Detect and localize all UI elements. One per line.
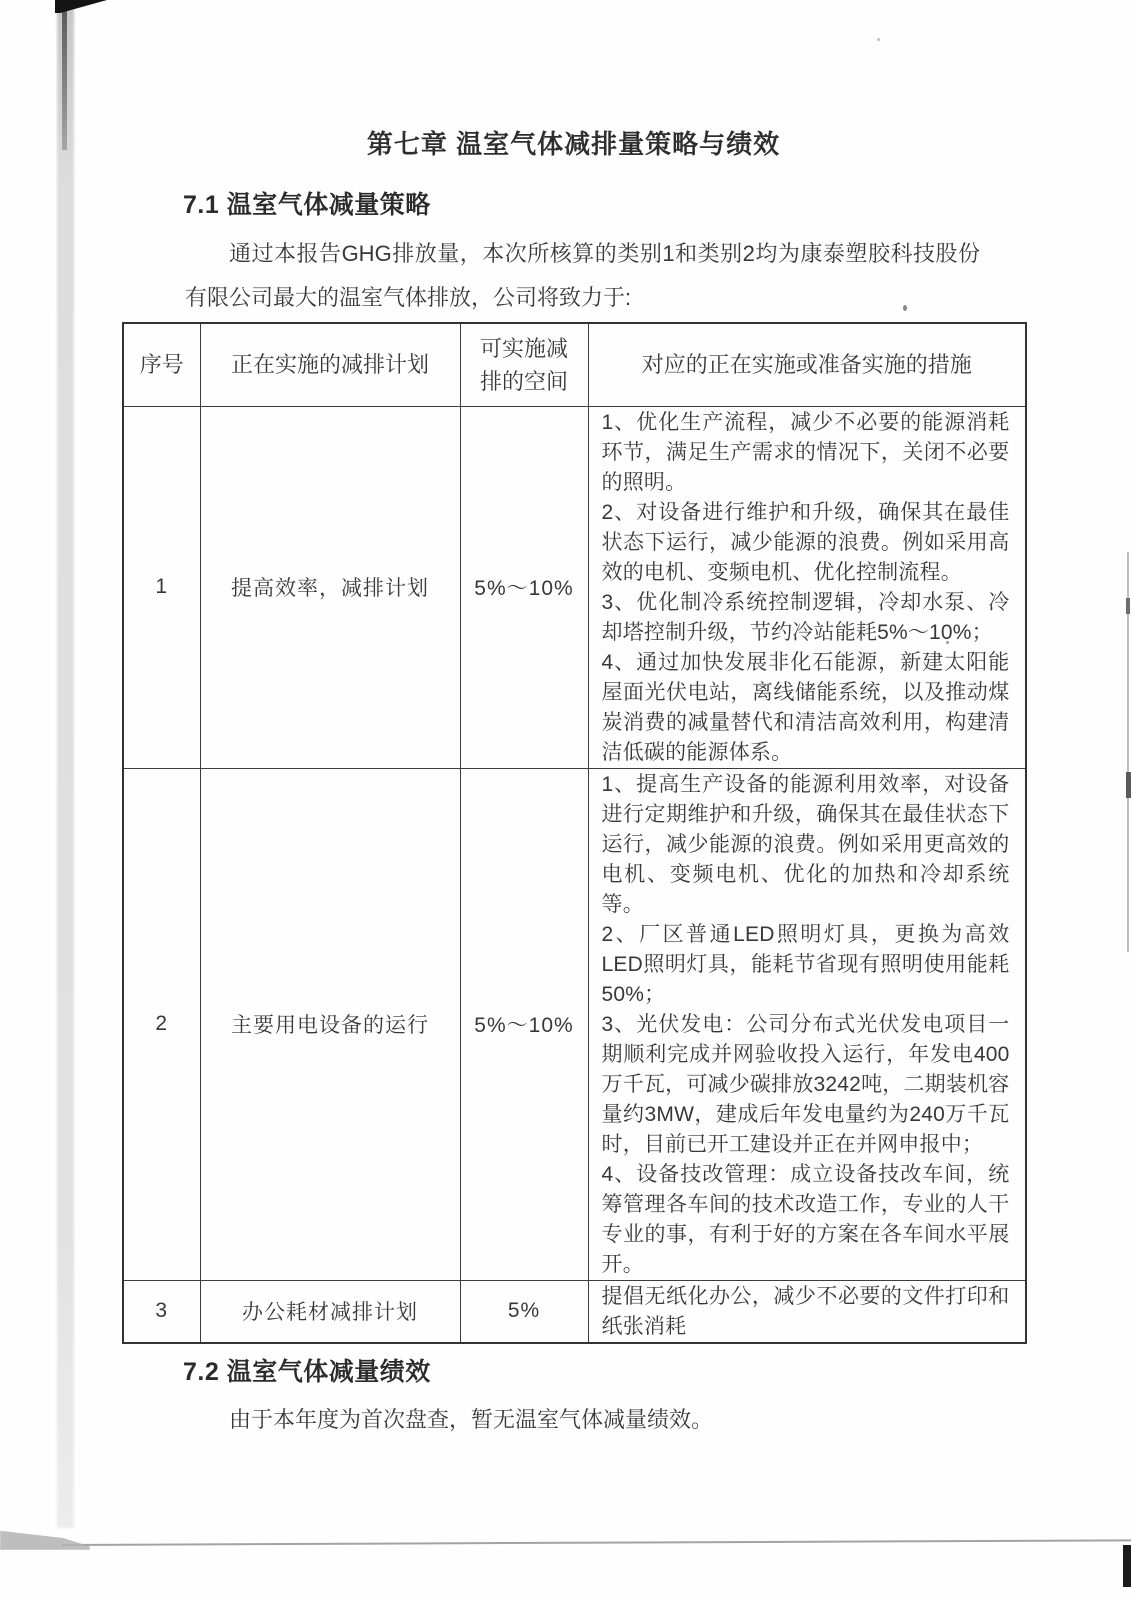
section-7-1-intro-paragraph: 通过本报告GHG排放量，本次所核算的类别1和类别2均为康泰塑胶科技股份有限公司最大的温室气体排放，公司将致力于: bbox=[185, 241, 980, 310]
cell-row1-space: 5%～10% bbox=[460, 406, 588, 768]
scan-artifact-left-edge-dark-line bbox=[62, 0, 67, 150]
cell-row1-plan: 提高效率，减排计划 bbox=[200, 406, 460, 768]
measure-item: 4、设备技改管理：成立设备技改车间，统筹管理各车间的技术改造工作，专业的人干专业的事，有利于好的方案在各车间水平展开。 bbox=[601, 1162, 1010, 1276]
scan-artifact-top-left-wedge bbox=[55, 0, 107, 13]
section-7-2-heading: 7.2 温室气体减量绩效 bbox=[183, 1358, 431, 1386]
scan-artifact-bottom-page-edge bbox=[62, 1539, 1131, 1546]
cell-row1-no: 1 bbox=[123, 406, 200, 768]
column-header-measures: 对应的正在实施或准备实施的措施 bbox=[588, 323, 1026, 406]
chapter-title: 第七章 温室气体减排量策略与绩效 bbox=[366, 129, 781, 159]
table-row-2 bbox=[123, 768, 1026, 1280]
scan-artifact-bottom-right-mark bbox=[1123, 1545, 1131, 1587]
measure-item: 2、厂区普通LED照明灯具，更换为高效LED照明灯具，能耗节省现有照明使用能耗50%； bbox=[601, 922, 1010, 1006]
section-7-1-heading: 7.1 温室气体减量策略 bbox=[183, 191, 431, 219]
cell-row3-measures bbox=[588, 1280, 1026, 1343]
cell-row3-plan: 办公耗材减排计划 bbox=[200, 1280, 460, 1343]
scan-artifact-bottom-left-wedge bbox=[0, 1526, 90, 1550]
measure-item: 4、通过加快发展非化石能源，新建太阳能屋面光伏电站，离线储能系统，以及推动煤炭消费的减量替代和清洁高效利用，构建清洁低碳的能源体系。 bbox=[601, 650, 1010, 764]
table-row-3 bbox=[123, 1280, 1026, 1343]
measure-item: 3、优化制冷系统控制逻辑，冷却水泵、冷却塔控制升级，节约冷站能耗5%～10%； bbox=[601, 590, 1010, 644]
cell-row2-space: 5%～10% bbox=[460, 768, 588, 1280]
cell-row3-no: 3 bbox=[123, 1280, 200, 1343]
cell-row3-space: 5% bbox=[460, 1280, 588, 1343]
scan-artifact-right-edge-dash bbox=[1126, 772, 1131, 798]
cell-row2-measures bbox=[588, 768, 1026, 1280]
scan-artifact-left-edge-shadow bbox=[57, 0, 74, 1528]
measure-item: 提倡无纸化办公，减少不必要的文件打印和纸张消耗 bbox=[601, 1284, 1010, 1338]
cell-row2-no: 2 bbox=[123, 768, 200, 1280]
reduction-plan-table bbox=[122, 322, 1027, 1344]
measure-item: 1、优化生产流程，减少不必要的能源消耗环节，满足生产需求的情况下，关闭不必要的照明。 bbox=[601, 410, 1010, 494]
column-header-plan: 正在实施的减排计划 bbox=[200, 323, 460, 406]
table-header-row bbox=[123, 323, 1026, 406]
measure-item: 2、对设备进行维护和升级，确保其在最佳状态下运行，减少能源的浪费。例如采用高效的电机、变频电机、优化控制流程。 bbox=[601, 500, 1010, 584]
cell-row1-measures bbox=[588, 406, 1026, 768]
cell-row2-plan: 主要用电设备的运行 bbox=[200, 768, 460, 1280]
column-header-no: 序号 bbox=[123, 323, 200, 406]
table-row-1 bbox=[123, 406, 1026, 768]
measure-item: 1、提高生产设备的能源利用效率，对设备进行定期维护和升级，确保其在最佳状态下运行，减少能源的浪费。例如采用更高效的电机、变频电机、优化的加热和冷却系统等。 bbox=[601, 772, 1010, 916]
measure-item: 3、光伏发电：公司分布式光伏发电项目一期顺利完成并网验收投入运行，年发电400万千瓦，可减少碳排放3242吨，二期装机容量约3MW，建成后年发电量约为240万千瓦时，目前已开工建设并正在并网申报中； bbox=[601, 1012, 1010, 1156]
column-header-space: 可实施减排的空间 bbox=[460, 323, 588, 406]
scan-artifact-right-edge-dash bbox=[1126, 598, 1130, 614]
section-7-2-paragraph: 由于本年度为首次盘查，暂无温室气体减量绩效。 bbox=[229, 1407, 714, 1432]
scan-speck bbox=[877, 38, 880, 41]
